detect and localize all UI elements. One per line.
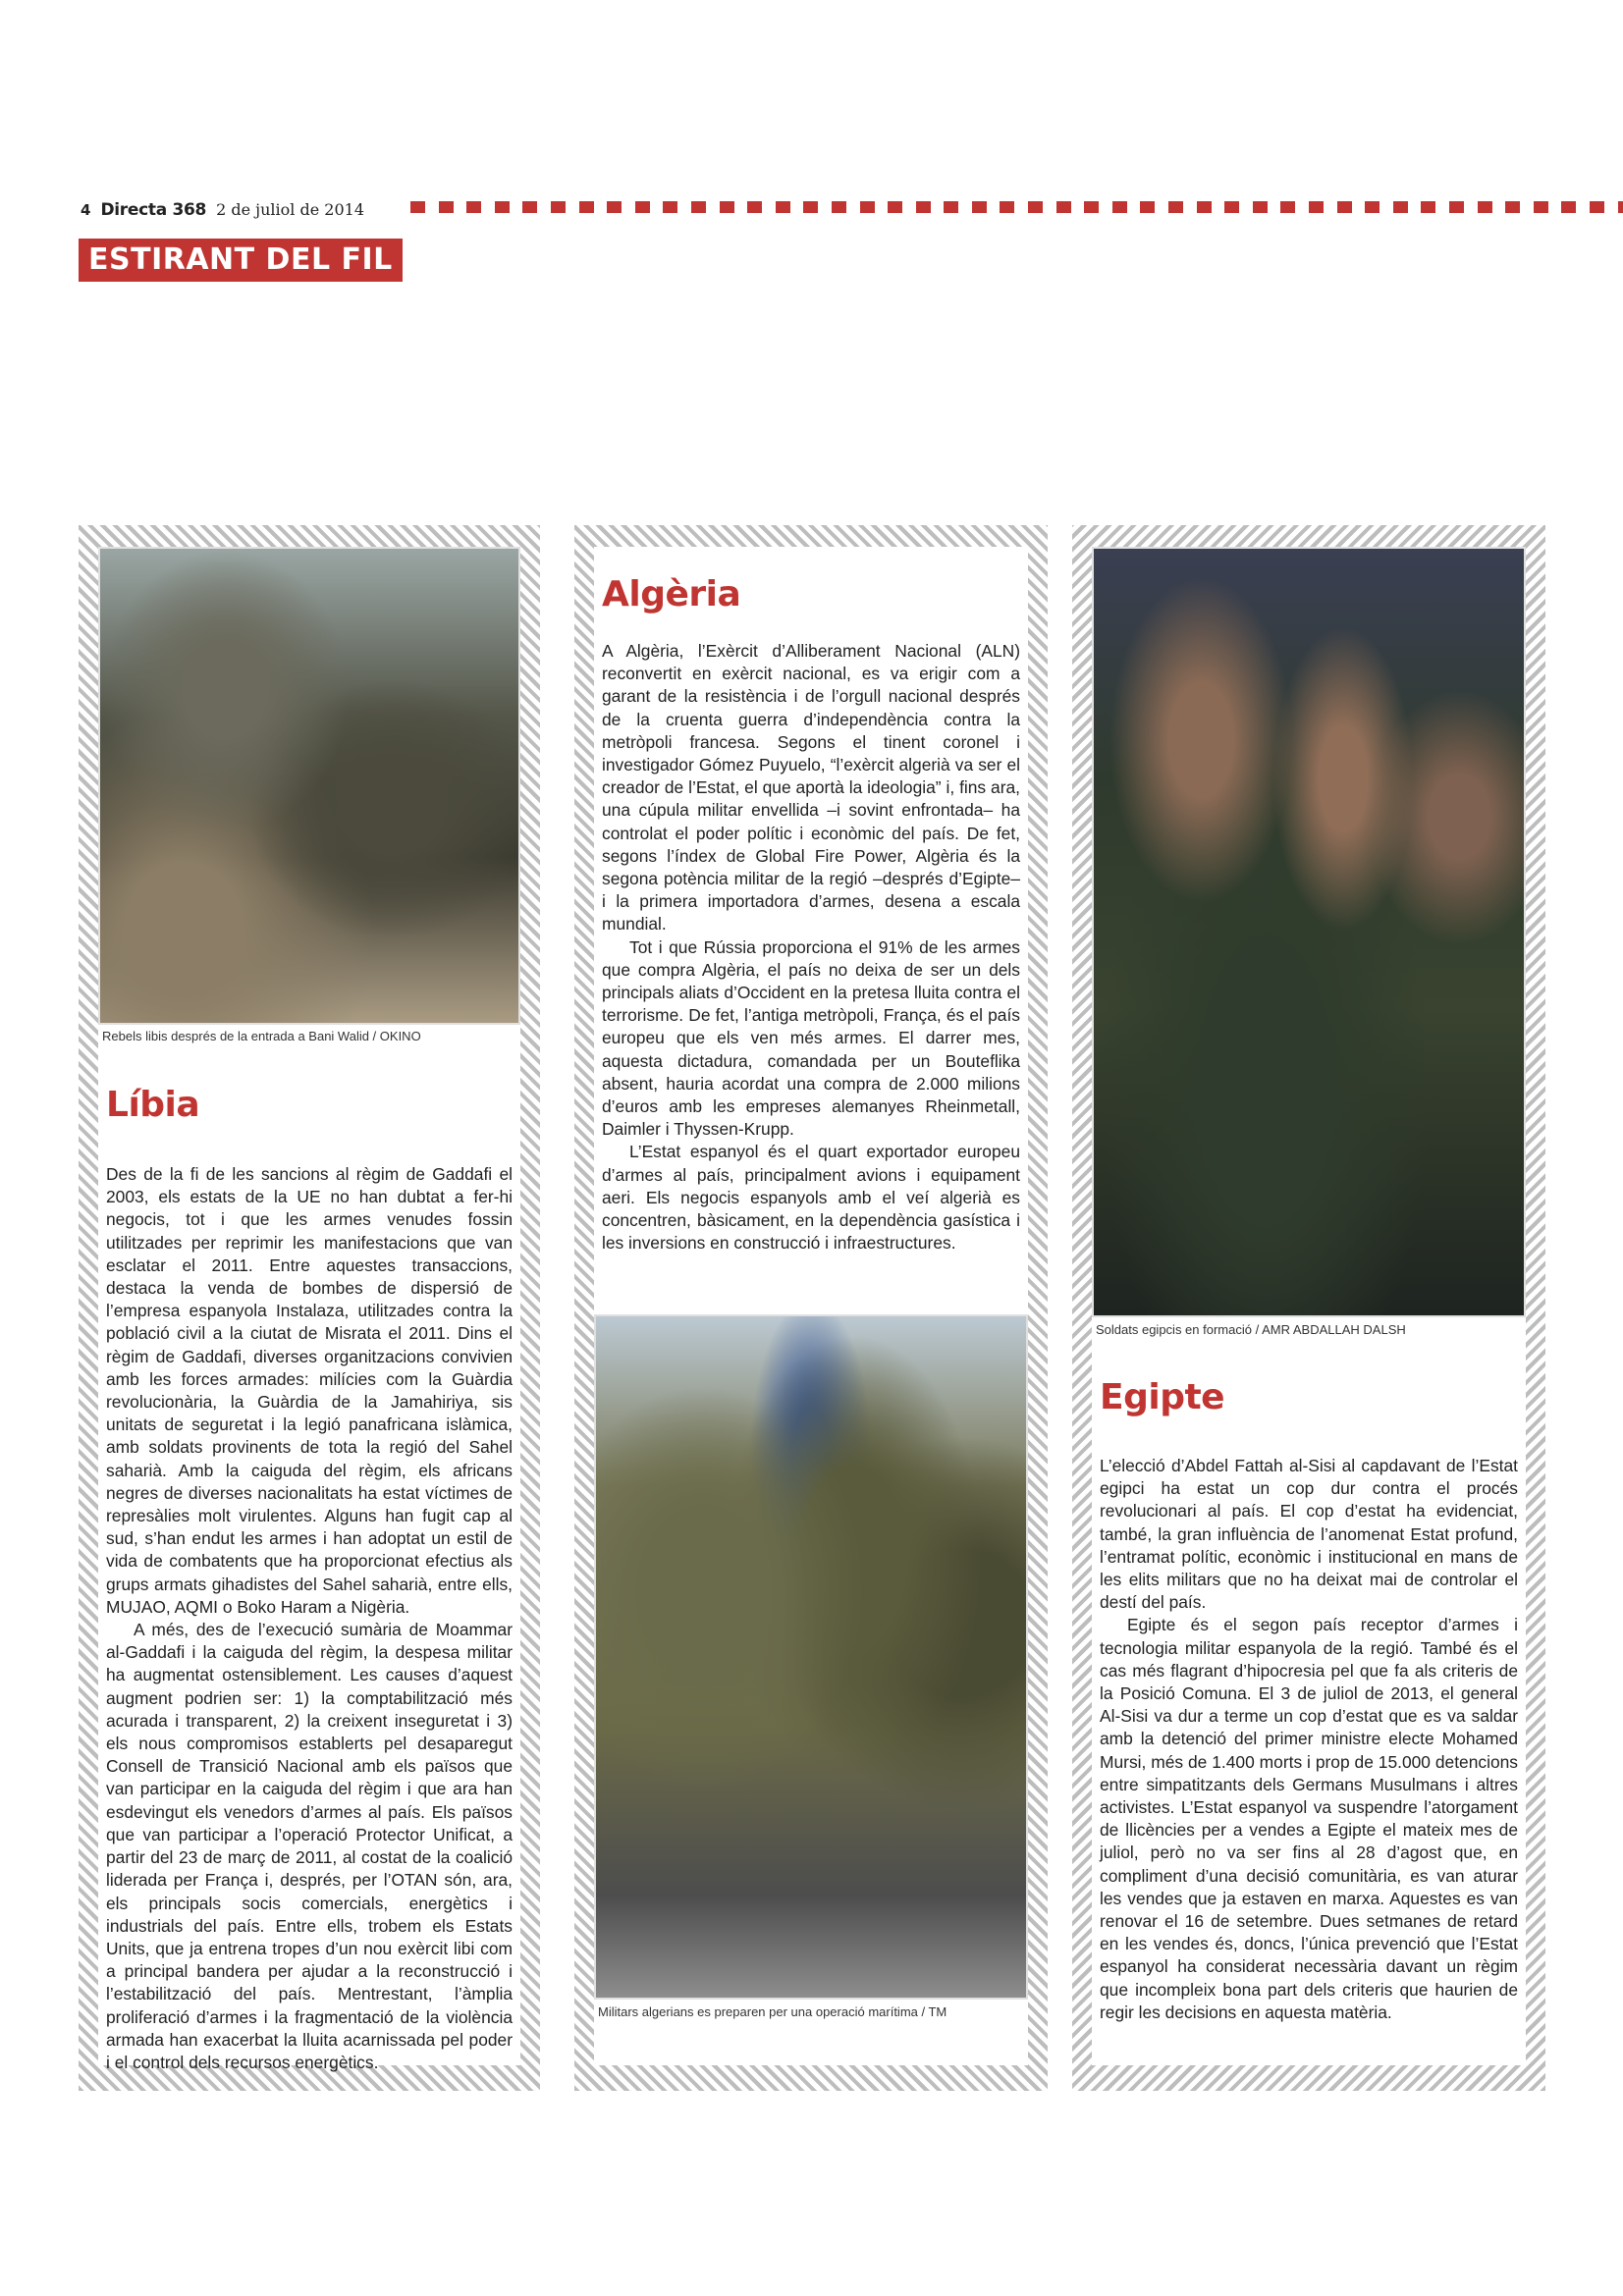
- rule-dot: [1421, 201, 1435, 213]
- section-label: ESTIRANT DEL FIL: [79, 239, 403, 282]
- rule-dot: [1112, 201, 1127, 213]
- rule-dot: [860, 201, 875, 213]
- rule-dot: [410, 201, 425, 213]
- rule-dot: [944, 201, 958, 213]
- photo-egipte: [1092, 547, 1526, 1317]
- photo-caption: Soldats egipcis en formació / AMR ABDALLAH DALSH: [1096, 1322, 1406, 1337]
- rule-dot: [607, 201, 622, 213]
- rule-dot: [1534, 201, 1548, 213]
- paragraph: L’elecció d’Abdel Fattah al-Sisi al capdavant de l’Estat egipci ha estat un cop dur contra el procés revolucionari al país. El cop d’estat ha evidenciat, també, la gran influència de l’anomenat Estat profund, l’entramat polític, econòmic i institucional en mans de les elits militars que no ha deixat mai de controlar el destí del país.: [1100, 1456, 1518, 1613]
- rule-dot: [691, 201, 706, 213]
- rule-dot: [1337, 201, 1352, 213]
- paragraph: Des de la fi de les sancions al règim de Gaddafi el 2003, els estats de la UE no han dubtat a fer-hi negocis, tot i que les armes venudes fossin utilitzades per reprimir les manifestacions que van esclatar el 2011. Entre aquestes transaccions, destaca la venda de bombes de dispersió de l’empresa espanyola Instalaza, utilitzades contra la població civil a la ciutat de Misrata el 2011. Dins el règim de Gaddafi, diverses organitzacions convivien amb les forces armades: milícies com la Guàrdia revolucionària, la Guàrdia de la Jamahiriya, sis unitats de seguretat i la legió panafricana islàmica, amb soldats provinents de tota la regió del Sahel saharià. Amb la caiguda del règim, els africans negres de diverses nacionalitats ha estat víctimes de represàlies molt virulentes. Alguns han fugit cap al sud, s’han endut les armes i han adoptat un estil de vida de combatents que ha proporcionat efectius als grups armats gihadistes del Sahel saharià, entre ells, MUJAO, AQMI o Boko Haram a Nigèria.: [106, 1164, 513, 1617]
- rule-dot: [1365, 201, 1380, 213]
- rule-dot: [663, 201, 677, 213]
- rule-dot: [972, 201, 987, 213]
- rule-dot: [776, 201, 790, 213]
- rule-dot: [720, 201, 734, 213]
- rule-dot: [1478, 201, 1492, 213]
- paragraph: Tot i que Rússia proporciona el 91% de les armes que compra Algèria, el país no deixa de ser un dels principals aliats d’Occident en la pretesa lluita contra el terrorisme. De fet, l’antiga metròpoli, França, és el país europeu que els ven més armes. El darrer mes, aquesta dictadura, comandada per un Bouteflika absent, hauria acordat una compra de 2.000 milions d’euros amb les empreses alemanyes Rheinmetall, Daimler i Thyssen-Krupp.: [602, 936, 1020, 1140]
- rule-dot: [1561, 201, 1576, 213]
- rule-dot: [1000, 201, 1014, 213]
- rule-dot: [1280, 201, 1295, 213]
- rule-dot: [747, 201, 762, 213]
- photo-caption: Militars algerians es preparen per una operació marítima / TM: [598, 2004, 947, 2019]
- rule-dot: [1168, 201, 1183, 213]
- rule-dot: [1197, 201, 1212, 213]
- rule-dot: [888, 201, 902, 213]
- rule-dot: [1505, 201, 1520, 213]
- rule-dot: [635, 201, 650, 213]
- photo-algeria: [594, 1314, 1028, 2000]
- rule-dot: [1056, 201, 1071, 213]
- article-panel-algeria: [574, 525, 1048, 2091]
- rule-dot: [551, 201, 566, 213]
- article-body: [1100, 1455, 1518, 2024]
- page-folio: [81, 200, 364, 220]
- article-title: Algèria: [602, 574, 741, 614]
- paragraph: Egipte és el segon país receptor d’armes i tecnologia militar espanyola de la regió. També és el cas més flagrant d’hipocresia pel que fa als criteris de la Posició Comuna. El 3 de juliol de 2013, el general Al-Sisi va dur a terme un cop d’estat que es va saldar amb la detenció del primer ministre electe Mohamed Mursi, més de 1.400 morts i prop de 15.000 detencions entre simpatitzants dels Germans Musulmans i altres activistes. L’Estat espanyol va suspendre l’atorgament de llicències per a vendes a Egipte el mateix mes de juliol, però no va ser fins al 28 d’agost que, en compliment d’una decisió comunitària, es van aturar les vendes que ja estaven en marxa. Aquestes es van renovar el 16 de setembre. Dues setmanes de retard en les vendes és, doncs, l’única prevenció que l’Estat espanyol ha considerat necessària davant un règim que incompleix bona part dels criteris que haurien de regir les decisions en aquesta matèria.: [1100, 1615, 1518, 2022]
- article-title: Líbia: [106, 1085, 200, 1125]
- article-panel-egipte: [1072, 525, 1545, 2091]
- photo-libia: [98, 547, 520, 1025]
- rule-dot: [1449, 201, 1464, 213]
- rule-dot: [1140, 201, 1155, 213]
- rule-dot: [916, 201, 931, 213]
- photo-caption: Rebels libis després de la entrada a Bani Walid / OKINO: [102, 1029, 421, 1043]
- rule-dot: [1028, 201, 1043, 213]
- page-number: 4: [81, 201, 91, 219]
- paragraph: A Algèria, l’Exèrcit d’Alliberament Nacional (ALN) reconvertit en exèrcit nacional, es va erigir com a garant de la resistència i de l’orgull nacional després de la cruenta guerra d’independència contra la metròpoli francesa. Segons el tinent coronel i investigador Gómez Puyuelo, “l’exèrcit algerià va ser el creador de l’Estat, el que aportà la ideologia” i, fins ara, una cúpula militar envellida –i sovint enfrontada– ha controlat el poder polític i econòmic del país. De fet, segons l’índex de Global Fire Power, Algèria és la segona potència militar de la regió –després d’Egipte– i la primera importadora d’armes, desena a escala mundial.: [602, 641, 1020, 934]
- article-title: Egipte: [1100, 1377, 1225, 1417]
- article-body: [602, 640, 1020, 1255]
- rule-dot: [495, 201, 510, 213]
- paragraph: A més, des de l’execució sumària de Moammar al-Gaddafi i la caiguda del règim, la despesa militar ha augmentat ostensiblement. Les causes d’aquest augment podrien ser: 1) la comptabilització més acurada i transparent, 2) la creixent inseguretat i 3) els nous compromisos establerts pel desaparegut Consell de Transició Nacional amb els països que van participar en la caiguda del règim i que ara han esdevingut els venedors d’armes al país. Els països que van participar a l’operació Protector Unificat, a partir del 23 de març de 2011, al costat de la coalició liderada per França i, després, per l’OTAN són, ara, els principals socis comercials, energètics i industrials del país. Entre ells, trobem els Estats Units, que ja entrena tropes d’un nou exèrcit libi com a principal bandera per ajudar a la reconstrucció i l’estabilització del país. Mentrestant, l’àmplia proliferació d’armes i la fragmentació de la violència armada han exacerbat la lluita acarnissada pel poder i el control dels recursos energètics.: [106, 1620, 513, 2072]
- rule-dot: [1393, 201, 1408, 213]
- rule-dot: [1084, 201, 1099, 213]
- rule-dot: [522, 201, 537, 213]
- article-panel-libia: [79, 525, 540, 2091]
- article-body: [106, 1163, 513, 2074]
- rule-dot: [439, 201, 454, 213]
- publication-name: Directa 368: [100, 200, 207, 220]
- paragraph: L’Estat espanyol és el quart exportador europeu d’armes al país, principalment avions i equipament aeri. Els negocis espanyols amb el veí algerià es concentren, bàsicament, en la dependència gasística i les inversions en construcció i infraestructures.: [602, 1142, 1020, 1254]
- rule-dot: [803, 201, 818, 213]
- rule-dot: [1618, 201, 1623, 213]
- rule-dot: [1309, 201, 1324, 213]
- rule-dot: [1224, 201, 1239, 213]
- issue-date: 2 de juliol de 2014: [216, 200, 364, 219]
- rule-dot: [466, 201, 481, 213]
- decorative-dotted-rule: [410, 201, 1623, 213]
- rule-dot: [579, 201, 594, 213]
- rule-dot: [1253, 201, 1268, 213]
- rule-dot: [1590, 201, 1604, 213]
- rule-dot: [832, 201, 846, 213]
